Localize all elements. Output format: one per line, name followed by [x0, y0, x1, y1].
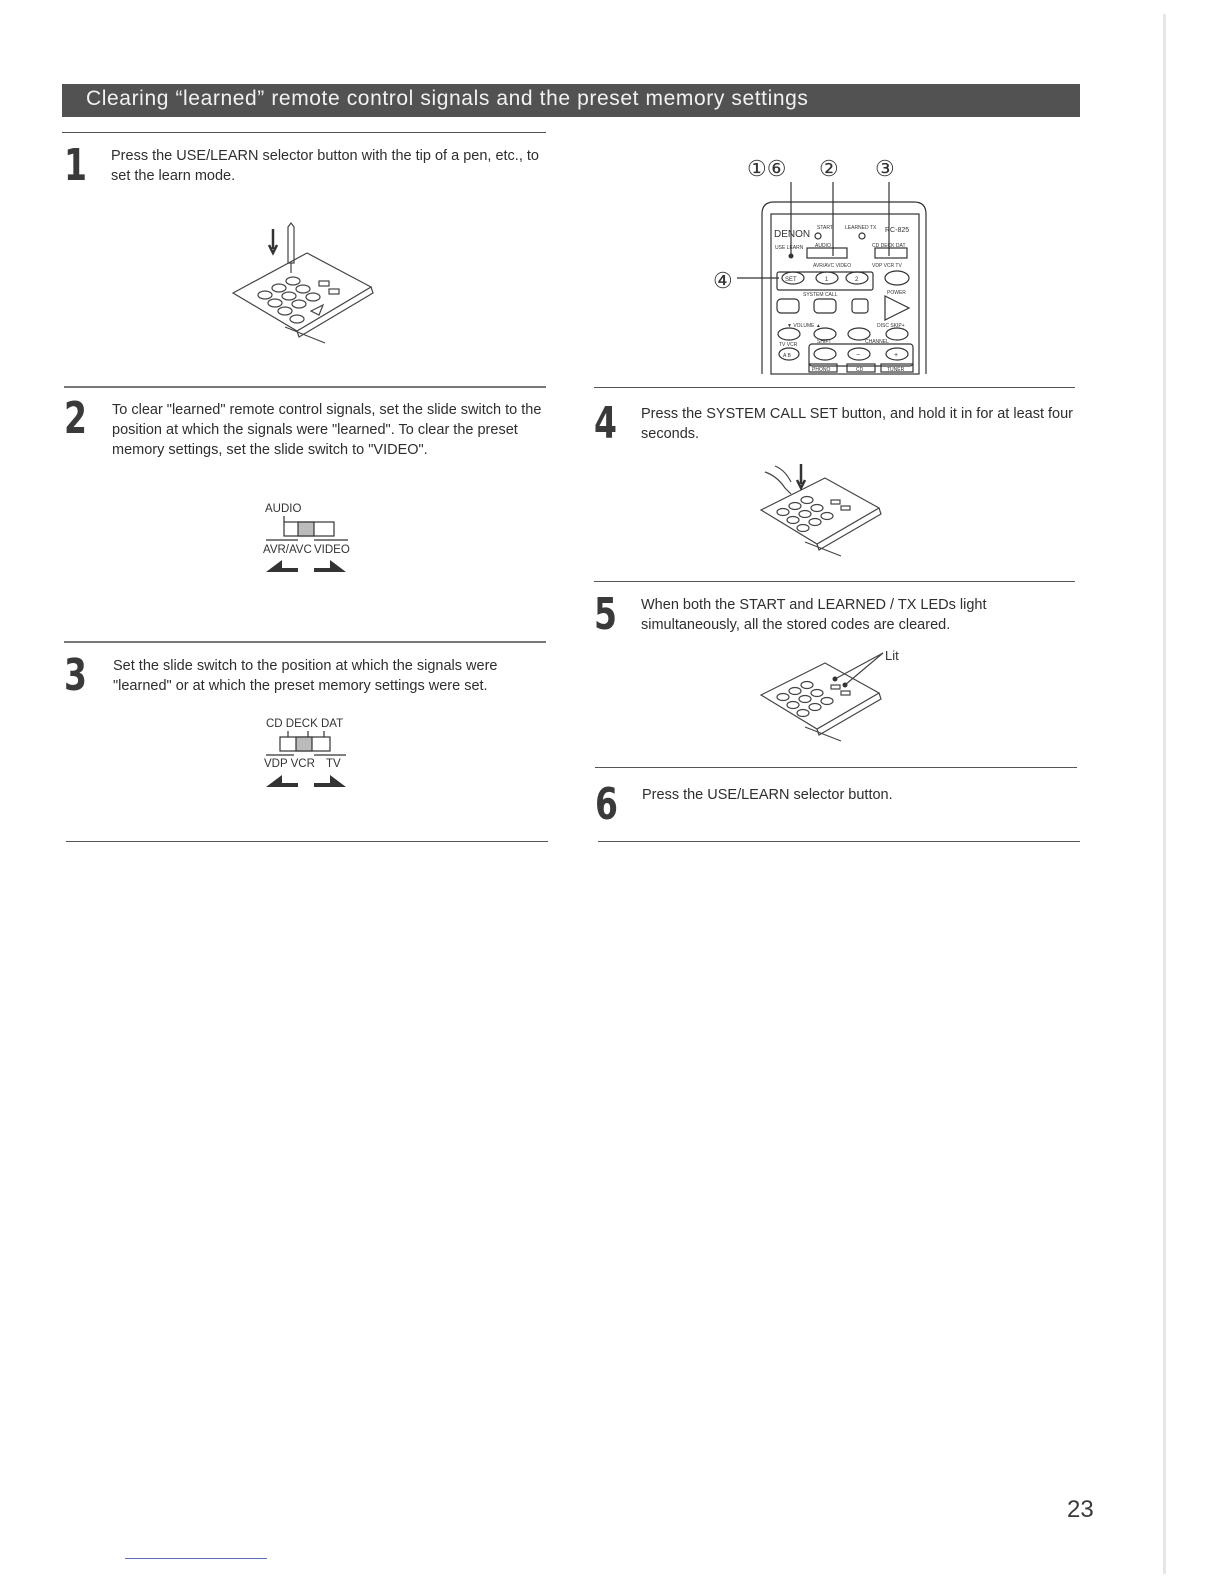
divider [64, 386, 546, 388]
step-text: To clear "learned" remote control signals, set the slide switch to the position at which the signals were "learned". To clear the preset memory settings, set the slide switch to "VIDEO". [112, 402, 542, 458]
remote-volume: ▼ VOLUME ▲ [787, 323, 821, 329]
step-text: Press the USE/LEARN selector button. [642, 787, 893, 803]
switch-label-left: AVR/AVC [263, 544, 312, 556]
switch-label-right: VIDEO [314, 544, 350, 556]
remote-control-diagram [705, 148, 935, 378]
remote-brand: DENON [774, 229, 811, 240]
step-text: Press the SYSTEM CALL SET button, and hold it in for at least four seconds. [641, 406, 1073, 442]
switch-label-top: CD DECK DAT [266, 718, 344, 730]
step-number: 1 [64, 140, 87, 191]
step-text: Set the slide switch to the position at which the signals were "learned" or at which the preset memory settings were set. [113, 658, 498, 694]
remote-1: 1 [825, 277, 829, 283]
divider [64, 641, 546, 643]
remote-avr-video: AVR/AVC VIDEO [813, 263, 852, 269]
remote-audio: AUDIO [815, 243, 831, 249]
callout-4: ④ [713, 268, 733, 293]
step-number: 5 [594, 589, 617, 640]
divider [594, 387, 1075, 388]
remote-use-learn: USE LEARN [775, 245, 804, 251]
section-title: Clearing “learned” remote control signals and the preset memory settings [86, 87, 809, 110]
remote-power: POWER [887, 290, 906, 296]
remote-learned-tx: LEARNED TX [845, 225, 877, 231]
divider [594, 581, 1075, 582]
divider [62, 132, 546, 133]
switch-label-right: TV [326, 758, 341, 770]
callout-3: ③ [875, 156, 895, 181]
remote-model: RC-825 [885, 227, 910, 234]
remote-vdp-vcr-tv: VDP VCR TV [872, 263, 902, 269]
remote-cd-deck-dat: CD DECK DAT [872, 243, 906, 249]
divider [598, 841, 1080, 842]
step-text: When both the START and LEARNED / TX LEDs light simultaneously, all the stored codes are cleared. [641, 597, 987, 633]
step-number: 2 [64, 393, 87, 444]
remote-channel: CHANNEL [865, 339, 889, 345]
step-text: Press the USE/LEARN selector button with the tip of a pen, etc., to set the learn mode. [111, 148, 539, 184]
remote-system-call: SYSTEM CALL [803, 292, 838, 298]
lit-label: Lit [885, 648, 899, 663]
remote-cd: CD [856, 367, 864, 373]
step-number: 6 [595, 779, 618, 830]
callout-1-6: ①⑥ [747, 156, 787, 181]
remote-illustration-press [755, 460, 885, 560]
remote-set: SET [785, 277, 797, 283]
footer-rule [125, 1558, 267, 1559]
remote-tv-vcr: TV VCR [779, 342, 798, 348]
remote-start: START [817, 225, 833, 231]
step-number: 3 [64, 650, 87, 701]
section-banner [62, 84, 1080, 117]
binding-margin-line [1163, 14, 1166, 1574]
divider [595, 767, 1077, 768]
remote-plus: + [894, 352, 899, 359]
remote-ab: A B [783, 353, 791, 359]
page-number: 23 [1067, 1496, 1094, 1523]
switch-label-top: AUDIO [265, 503, 302, 515]
callout-2: ② [819, 156, 839, 181]
remote-illustration-lit [755, 645, 890, 745]
remote-minus: − [856, 352, 861, 359]
step-number: 4 [594, 398, 617, 449]
remote-phono: PHONO [812, 367, 831, 373]
remote-shift: SHIFT [817, 339, 832, 345]
divider [66, 841, 548, 842]
remote-illustration-pen [225, 215, 380, 350]
remote-tuner: TUNER [887, 367, 905, 373]
remote-disc-skip: DISC SKIP+ [877, 323, 905, 329]
remote-2: 2 [855, 277, 859, 283]
switch-label-left: VDP VCR [264, 758, 315, 770]
